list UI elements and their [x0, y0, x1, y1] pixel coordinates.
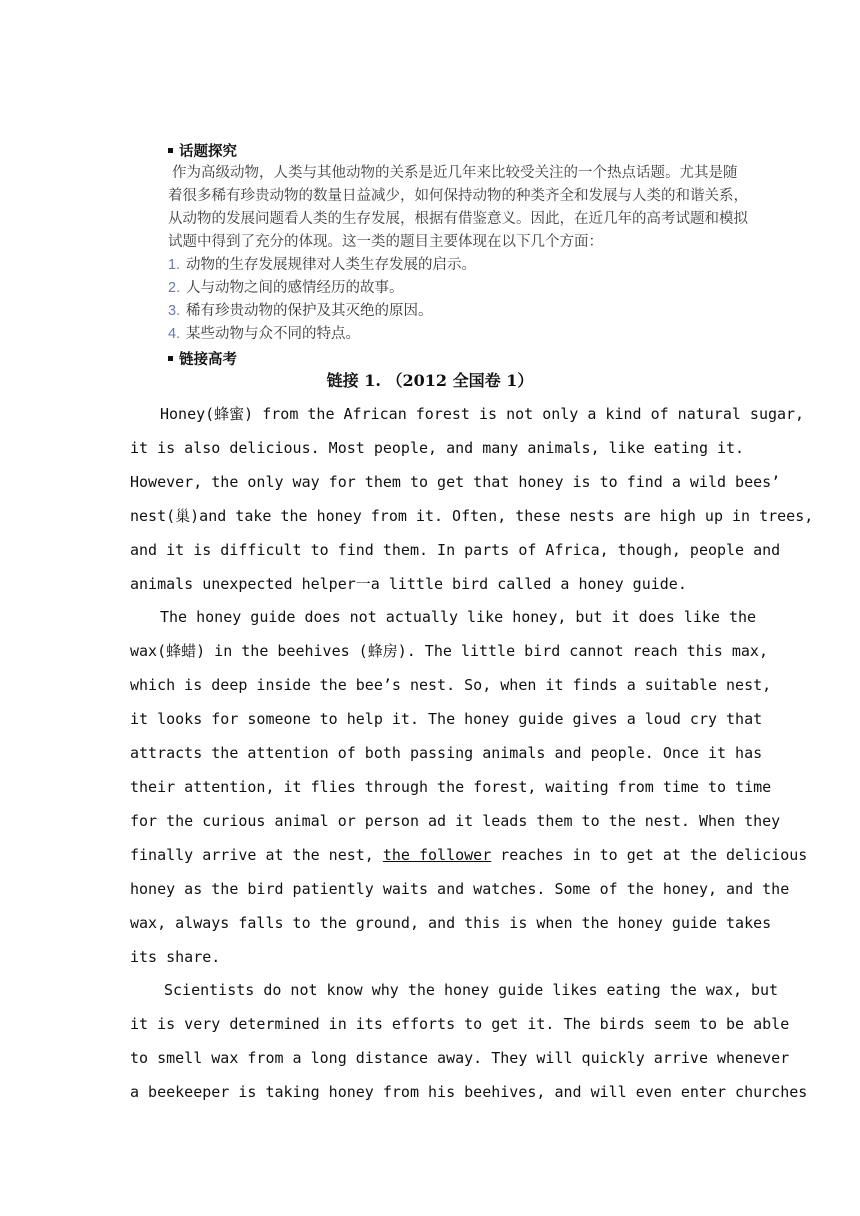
- text-line: Honey(蜂蜜) from the African forest is not only a kind of natural sugar,: [160, 405, 805, 423]
- bullet-icon: [168, 148, 173, 153]
- text-line: However, the only way for them to get that honey is to find a wild bees’: [130, 472, 781, 491]
- text-line: for the curious animal or person ad it leads them to the nest. When they: [130, 811, 781, 830]
- text-line: The honey guide does not actually like honey, but it does like the: [160, 608, 757, 627]
- underlined-phrase: the follower: [382, 845, 492, 864]
- topic-heading-text: 话题探究: [179, 143, 237, 160]
- paragraph-1: [130, 398, 814, 601]
- list-item: 4. 某些动物与众不同的特点。: [168, 326, 360, 342]
- text-line: finally arrive at the nest, the follower reaches in to get at the delicious: [130, 845, 808, 864]
- text-line: it is very determined in its efforts to get it. The birds seem to be able: [130, 1015, 790, 1034]
- topic-line: 试题中得到了充分的体现。这一类的题目主要体现在以下几个方面：: [168, 234, 603, 250]
- topic-section: [168, 138, 778, 370]
- article-body: [130, 398, 814, 1110]
- text-line: a beekeeper is taking honey from his beehives, and will even enter churches: [130, 1083, 808, 1102]
- bullet-icon: [168, 356, 173, 361]
- text-line: to smell wax from a long distance away. They will quickly arrive whenever: [130, 1049, 790, 1068]
- text-line: its share.: [130, 947, 221, 966]
- list-item: 2. 人与动物之间的感情经历的故事。: [168, 280, 404, 296]
- topic-line: 从动物的发展问题看人类的生存发展，根据有借鉴意义。因此，在近几年的高考试题和模拟: [168, 211, 748, 227]
- paragraph-2: [130, 601, 808, 974]
- article-title: 链接 1. （2012 全国卷 1）: [326, 371, 534, 390]
- text-line: nest(巢)and take the honey from it. Often, these nests are high up in trees,: [130, 506, 814, 525]
- text-line: honey as the bird patiently waits and watches. Some of the honey, and the: [130, 879, 790, 898]
- text-line: which is deep inside the bee’s nest. So, when it finds a suitable nest,: [130, 676, 772, 695]
- text-line: wax, always falls to the ground, and this is when the honey guide takes: [130, 913, 772, 932]
- text-line: animals unexpected helper一a little bird called a honey guide.: [130, 574, 687, 593]
- topic-heading: [168, 138, 778, 162]
- text-line: Scientists do not know why the honey guide likes eating the wax, but: [164, 981, 779, 1000]
- topic-paragraph: [168, 162, 778, 254]
- link-heading: [168, 346, 778, 370]
- text-line: wax(蜂蜡) in the beehives (蜂房). The little bird cannot reach this max,: [130, 642, 768, 661]
- text-line: it looks for someone to help it. The honey guide gives a loud cry that: [130, 710, 763, 729]
- topic-line: 着很多稀有珍贵动物的数量日益减少，如何保持动物的种类齐全和发展与人类的和谐关系，: [168, 188, 748, 204]
- text-line: and it is difficult to find them. In parts of Africa, though, people and: [130, 540, 781, 559]
- topic-line: 作为高级动物，人类与其他动物的关系是近几年来比较受关注的一个热点话题。尤其是随: [172, 165, 738, 181]
- paragraph-3: [130, 974, 808, 1110]
- text-line: it is also delicious. Most people, and many animals, like eating it.: [130, 438, 745, 457]
- list-item: 1. 动物的生存发展规律对人类生存发展的启示。: [168, 257, 476, 273]
- text-line: attracts the attention of both passing animals and people. Once it has: [130, 744, 763, 763]
- list-item: 3. 稀有珍贵动物的保护及其灭绝的原因。: [168, 303, 433, 319]
- link-heading-text: 链接高考: [179, 351, 237, 368]
- topic-list: [168, 254, 778, 346]
- text-line: their attention, it flies through the forest, waiting from time to time: [130, 777, 772, 796]
